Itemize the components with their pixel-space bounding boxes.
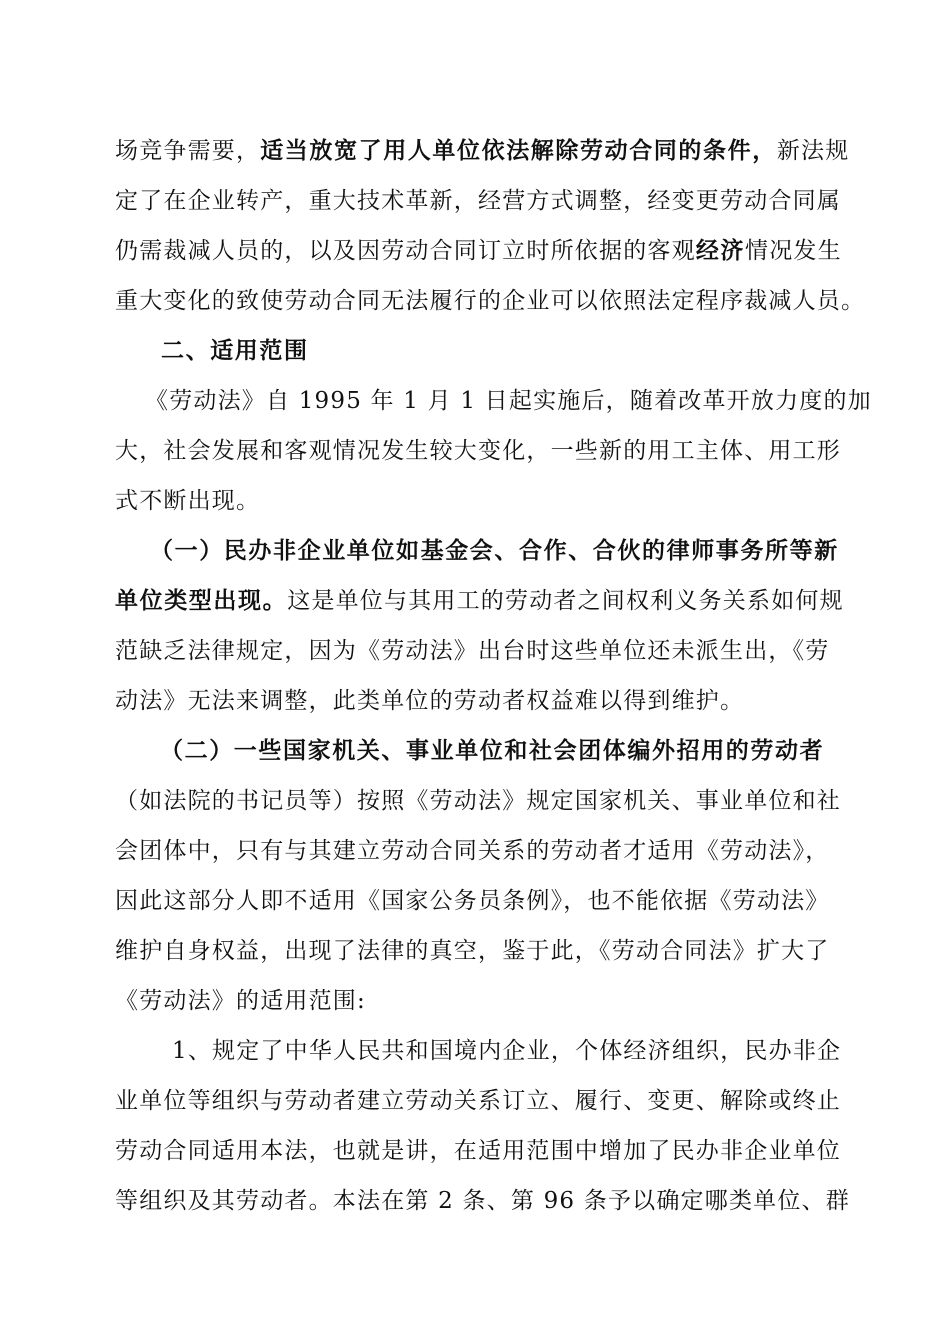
subsection-heading [0, 536, 950, 566]
bold-text-segment: 适当放宽了用人单位依法解除劳动合同的条件， [260, 138, 777, 164]
text-line [0, 1086, 950, 1116]
text-segment: 新法规 [776, 138, 850, 164]
text-line [0, 1036, 950, 1066]
text-line [0, 136, 950, 166]
text-segment: 劳动合同适用本法，也就是讲，在适用范围中增加了民办非企业单位 [115, 1138, 841, 1164]
text-segment: 这是单位与其用工的劳动者之间权利义务关系如何规 [287, 588, 844, 614]
text-segment: 定了在企业转产，重大技术革新，经营方式调整，经变更劳动合同属 [115, 188, 841, 214]
heading-text: 二、适用范围 [161, 338, 309, 364]
text-line [0, 286, 950, 316]
text-segment: 仍需裁减人员的，以及因劳动合同订立时所依据的客观 [115, 238, 696, 264]
text-line [0, 786, 950, 816]
text-line [0, 236, 950, 266]
text-line [0, 1136, 950, 1166]
text-line [0, 186, 950, 216]
text-segment: 重大变化的致使劳动合同无法履行的企业可以依照法定程序裁减人员。 [115, 288, 866, 314]
subsection-heading [0, 736, 950, 766]
text-segment: 《劳动法》自 1995 年 1 月 1 日起实施后，随着改革开放力度的加 [145, 388, 872, 414]
text-segment: 范缺乏法律规定，因为《劳动法》出台时这些单位还未派生出，《劳 [115, 638, 830, 664]
text-line [0, 386, 950, 416]
text-line [0, 986, 950, 1016]
text-line [0, 636, 950, 666]
text-segment: 会团体中，只有与其建立劳动合同关系的劳动者才适用《劳动法》， [115, 838, 830, 864]
text-line [0, 886, 950, 916]
section-heading [0, 336, 950, 366]
text-segment: 等组织及其劳动者。本法在第 2 条、第 96 条予以确定哪类单位、群 [115, 1188, 850, 1214]
text-line [0, 586, 950, 616]
text-line [0, 836, 950, 866]
text-segment: 业单位等组织与劳动者建立劳动关系订立、履行、变更、解除或终止 [115, 1088, 841, 1114]
text-segment: 《劳动法》的适用范围: [115, 988, 366, 1014]
text-segment: 因此这部分人即不适用《国家公务员条例》，也不能依据《劳动法》 [115, 888, 830, 914]
text-segment: 式不断出现。 [115, 488, 261, 514]
bold-text-segment: 单位类型出现。 [115, 588, 288, 614]
text-segment: 维护自身权益，出现了法律的真空，鉴于此，《劳动合同法》扩大了 [115, 938, 830, 964]
text-segment: 大，社会发展和客观情况发生较大变化，一些新的用工主体、用工形 [115, 438, 841, 464]
text-line [0, 436, 950, 466]
text-line [0, 486, 950, 516]
text-line [0, 1186, 950, 1216]
text-segment: 情况发生 [745, 238, 842, 264]
heading-text: （二）一些国家机关、事业单位和社会团体编外招用的劳动者 [160, 738, 825, 764]
text-line [0, 686, 950, 716]
text-segment: 1、规定了中华人民共和国境内企业，个体经济组织，民办非企 [172, 1038, 842, 1064]
text-segment: （如法院的书记员等）按照《劳动法》规定国家机关、事业单位和社 [115, 788, 841, 814]
heading-text: （一）民办非企业单位如基金会、合作、合伙的律师事务所等新 [150, 538, 839, 564]
bold-text-segment: 经济 [695, 238, 746, 264]
text-segment: 动法》无法来调整，此类单位的劳动者权益难以得到维护。 [115, 688, 745, 714]
text-segment: 场竞争需要， [115, 138, 261, 164]
text-line [0, 936, 950, 966]
